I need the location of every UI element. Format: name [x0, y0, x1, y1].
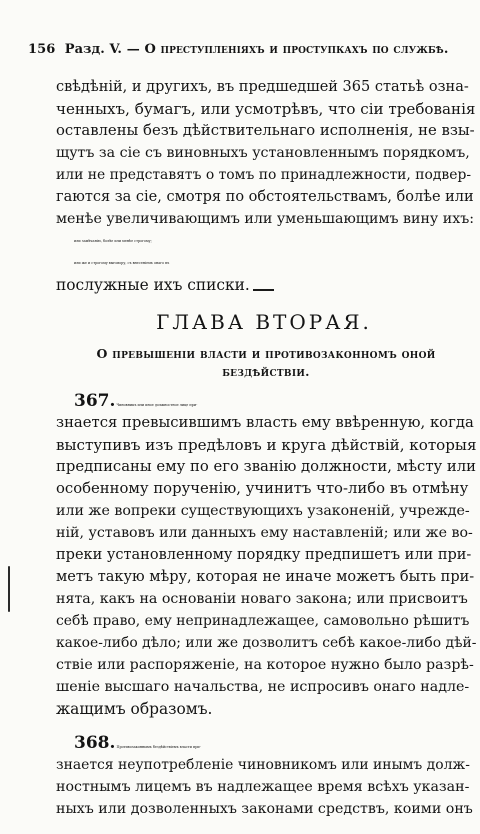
header-dash: —: [126, 42, 140, 57]
margin-mark: [8, 566, 10, 612]
text-line: шеніе высшаго начальства, не испросивъ онаго надле-: [56, 679, 470, 695]
chapter-subtitle-line: бездѣйствіи.: [222, 364, 310, 379]
chapter-subtitle-line: О превышеніи власти и противозаконномъ оной: [96, 346, 436, 361]
text-line: нята, какъ на основаніи новаго закона; или присвоитъ: [56, 591, 468, 607]
text-line: выступивъ изъ предѣловъ и круга дѣйствій, которыя: [56, 436, 477, 454]
chapter-title: ГЛАВА ВТОРАЯ.: [156, 310, 372, 334]
page-number: 156: [28, 42, 56, 57]
text-line: или не представятъ о томъ по принадлежности, подвер-: [56, 167, 472, 183]
text-line: ствіе или распоряженіе, на которое нужно было разрѣ-: [56, 657, 474, 673]
text-line: гаются за сіе, смотря по обстоятельствамъ, болѣе или: [56, 189, 474, 205]
text-line: преки установленному порядку предпишетъ или при-: [56, 547, 472, 563]
text-line: менѣе увеличивающимъ или уменьшающимъ вину ихъ:: [56, 211, 475, 227]
text-line: предписаны ему по его званію должности, мѣсту или: [56, 458, 477, 475]
section-label: Разд. V.: [64, 42, 123, 57]
text-line: оставлены безъ дѣйствительнаго исполненія, не взы-: [56, 122, 475, 139]
text-line: свѣдѣній, и другихъ, въ предшедшей 365 статьѣ озна-: [56, 79, 469, 95]
list-item: или же и строгому выговору, съ внесеніемъ онаго въ: [74, 261, 170, 265]
article-text: Противозаконнымъ бездѣйствіемъ власти при-: [116, 745, 201, 749]
text-line: какое-либо дѣло; или же дозволитъ себѣ какое-либо дѣй-: [56, 635, 477, 651]
text-line: ныхъ или дозволенныхъ законами средствъ, коими онъ: [56, 801, 473, 817]
text-line: метъ такую мѣру, которая не иначе можетъ быть при-: [56, 569, 475, 585]
text-line: жащимъ образомъ.: [56, 700, 213, 718]
text-line: послужные ихъ списки.: [56, 276, 250, 294]
text-line: ній, уставовъ или данныхъ ему наставленій; или же во-: [56, 525, 473, 541]
article-number: 367.: [74, 391, 116, 411]
article-number: 368.: [74, 733, 116, 753]
section-divider: [253, 289, 274, 291]
text-line: знается неупотребленіе чиновникомъ или инымъ долж-: [56, 757, 470, 773]
text-line: знается превысившимъ власть ему ввѣренную, когда: [56, 414, 474, 431]
text-line: ностнымъ лицемъ въ надлежащее время всѣхъ указан-: [56, 779, 470, 795]
running-header: [28, 42, 468, 57]
header-title: О преступленіяхъ и проступкахъ по службѣ.: [144, 42, 449, 57]
text-line: или же вопреки существующихъ узаконеній, учрежде-: [56, 503, 470, 519]
text-line: себѣ право, ему непринадлежащее, самовольно рѣшитъ: [56, 613, 470, 629]
text-line: особенному порученію, учинитъ что-либо въ отмѣну: [56, 480, 469, 497]
list-item: или замѣчанію, болѣе или менѣе строгому;: [74, 239, 152, 243]
text-line: ченныхъ, бумагъ, или усмотрѣвъ, что сіи требованія: [56, 100, 476, 118]
article-text: Чиновникъ или иное должностное лице при-: [116, 403, 198, 407]
text-line: щутъ за сіе съ виновныхъ установленнымъ порядкомъ,: [56, 145, 470, 161]
